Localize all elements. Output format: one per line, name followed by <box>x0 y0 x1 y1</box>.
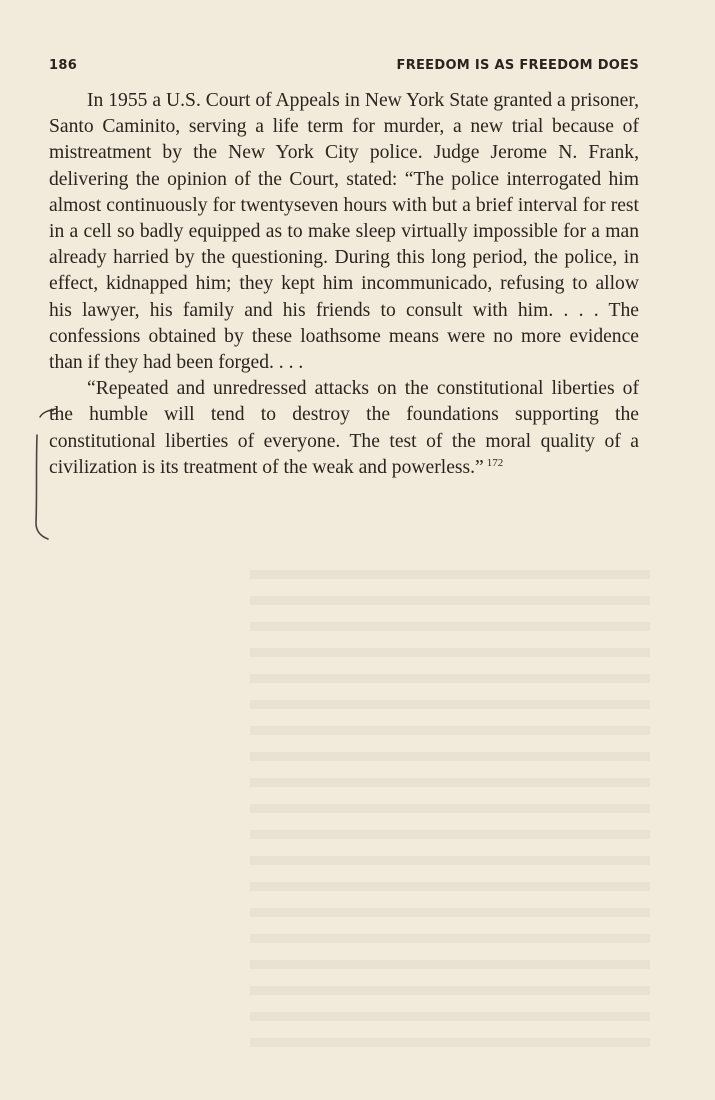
bleed-through-shadow <box>250 570 650 1050</box>
running-head: FREEDOM IS AS FREEDOM DOES <box>396 58 639 73</box>
paragraph-1 <box>49 88 639 376</box>
page-header <box>49 58 639 78</box>
paragraph-1-text: In 1955 a U.S. Court of Appeals in New York State granted a prisoner, Santo Caminito, serving a life term for murder, a new trial because of mistreatment by the New York City police. Judge Jerome N. Frank, delivering the opinion of the Court, stated: “The police interrogated him almost continuously for twentyseven hours with but a brief interval for rest in a cell so badly equipped as to make sleep virtually impossible for a man already harried by the questioning. During this long period, the police, in effect, kidnapped him; they kept him incommunicado, refusing to allow his lawyer, his family and his friends to consult with him. . . . The confessions obtained by these loathsome means were no more evidence than if they had been forged. . . . <box>49 90 639 374</box>
paragraph-2 <box>49 376 639 481</box>
footnote-reference: 172 <box>486 456 504 469</box>
handwritten-bracket-mark <box>28 405 58 545</box>
paragraph-2-text: “Repeated and unredressed attacks on the constitutional liberties of the humble will tend to destroy the foundations supporting the constitutional liberties of everyone. The test of the moral quality of a civilization is its treatment of the weak and powerless.” <box>49 378 639 478</box>
body-text <box>49 88 639 481</box>
page-number: 186 <box>49 58 78 73</box>
